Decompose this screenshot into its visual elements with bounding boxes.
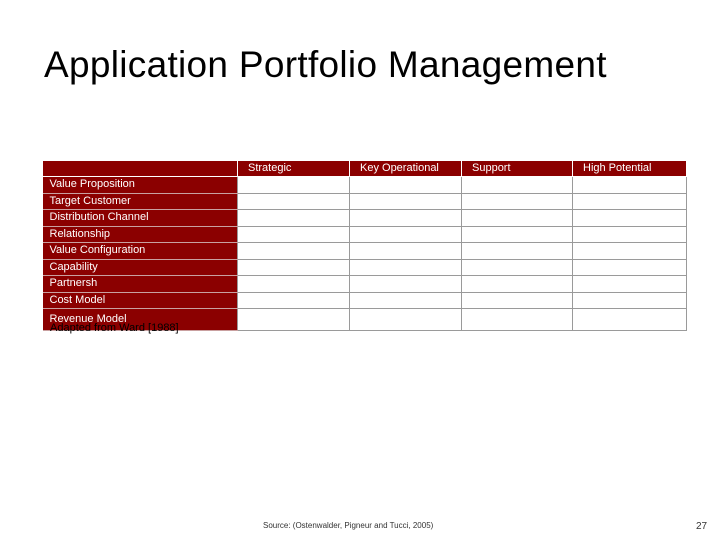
table-cell <box>573 292 687 309</box>
table-cell <box>350 193 462 210</box>
table-row <box>43 210 687 227</box>
table-row <box>43 276 687 293</box>
table-cell <box>350 177 462 194</box>
table-corner-cell <box>43 161 238 177</box>
table-cell <box>462 276 573 293</box>
table-cell <box>573 226 687 243</box>
table-row <box>43 177 687 194</box>
page-number: 27 <box>696 521 708 532</box>
table-row <box>43 259 687 276</box>
table-cell <box>350 243 462 260</box>
table-cell <box>350 259 462 276</box>
table-cell <box>462 193 573 210</box>
source-citation: Source: (Ostenwalder, Pigneur and Tucci, 2005) <box>263 521 434 530</box>
table-cell <box>238 193 350 210</box>
table-header-row <box>43 161 687 177</box>
table-row <box>43 243 687 260</box>
table-cell <box>573 259 687 276</box>
table-cell <box>462 259 573 276</box>
table-cell <box>462 309 573 331</box>
table-cell <box>462 243 573 260</box>
row-label-value-configuration: Value Configuration <box>43 243 238 260</box>
column-header-key-operational: Key Operational <box>350 161 462 177</box>
table-cell <box>238 177 350 194</box>
table-cell <box>573 243 687 260</box>
table-cell <box>573 276 687 293</box>
table-cell <box>462 292 573 309</box>
row-label-value-proposition: Value Proposition <box>43 177 238 194</box>
row-label-capability: Capability <box>43 259 238 276</box>
table-cell <box>350 226 462 243</box>
table-cell <box>573 210 687 227</box>
adapted-from-note: Adapted from Ward [1988] <box>50 322 179 334</box>
table-cell <box>573 177 687 194</box>
table-cell <box>462 210 573 227</box>
table-cell <box>573 193 687 210</box>
table-cell <box>462 177 573 194</box>
row-label-relationship: Relationship <box>43 226 238 243</box>
table-cell <box>350 210 462 227</box>
table-row <box>43 292 687 309</box>
portfolio-table <box>42 160 687 331</box>
table-cell <box>238 292 350 309</box>
row-label-partnersh: Partnersh <box>43 276 238 293</box>
table-cell <box>350 309 462 331</box>
slide-title: Application Portfolio Management <box>44 44 607 85</box>
column-header-strategic: Strategic <box>238 161 350 177</box>
column-header-high-potential: High Potential <box>573 161 687 177</box>
table-row <box>43 193 687 210</box>
table-cell <box>462 226 573 243</box>
table-cell <box>350 292 462 309</box>
row-label-revenue-model: Revenue Model <box>43 309 238 331</box>
table-cell <box>238 309 350 331</box>
table-cell <box>238 243 350 260</box>
table-cell <box>238 226 350 243</box>
table-cell <box>238 276 350 293</box>
row-label-distribution-channel: Distribution Channel <box>43 210 238 227</box>
table-cell <box>238 210 350 227</box>
row-label-target-customer: Target Customer <box>43 193 238 210</box>
row-label-cost-model: Cost Model <box>43 292 238 309</box>
table-cell <box>573 309 687 331</box>
table-row <box>43 226 687 243</box>
table-cell <box>350 276 462 293</box>
table-cell <box>238 259 350 276</box>
column-header-support: Support <box>462 161 573 177</box>
